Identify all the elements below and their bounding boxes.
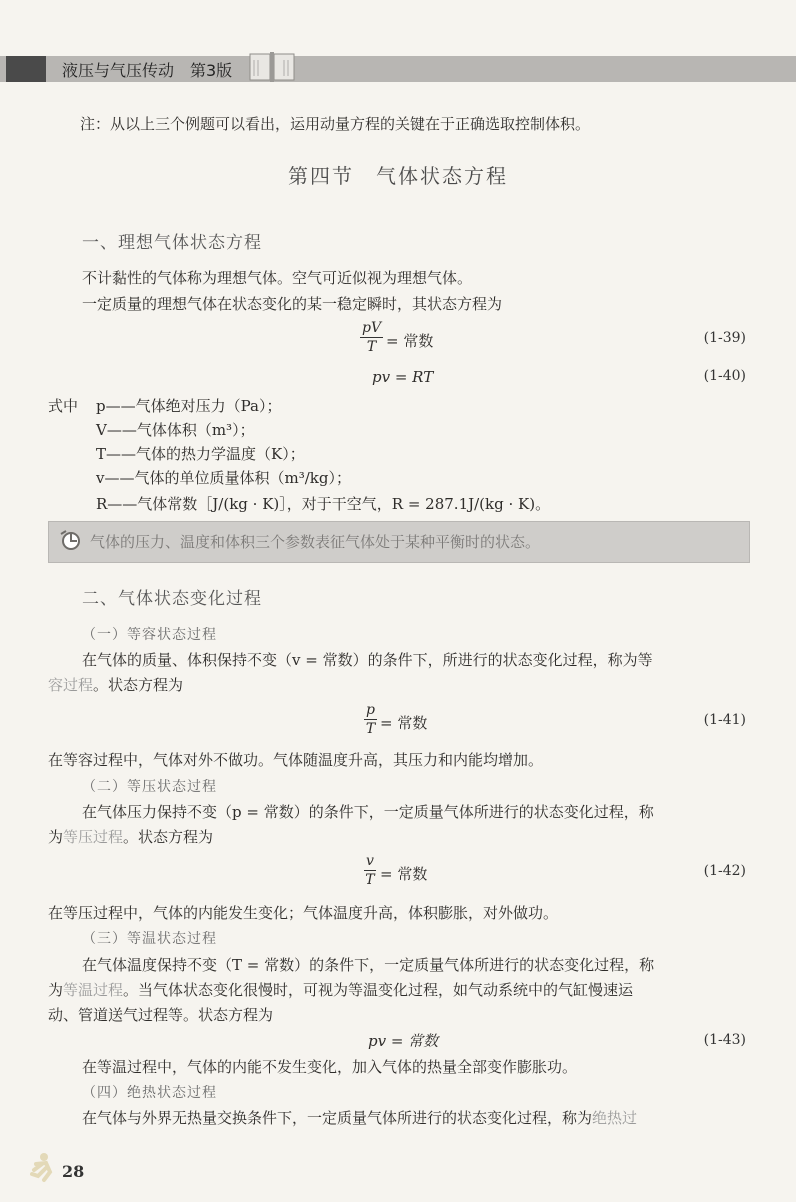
paragraph-isothermal-after: 在等温过程中，气体的内能不发生变化，加入气体的热量全部变作膨胀功。 [82,1058,578,1076]
equation-1-42-rhs: = 常数 [380,865,428,883]
equation-number-1-43: (1-43) [703,1032,746,1048]
equation-1-41-rhs: = 常数 [380,714,428,732]
paragraph-isochoric-line1: 在气体的质量、体积保持不变（v = 常数）的条件下，所进行的状态变化过程，称为等 [82,651,653,669]
definition-item: R——气体常数［J/(kg · K)］，对于干空气，R = 287.1J/(kg · K)。 [96,495,551,513]
paragraph-isothermal-line3: 动、管道送气过程等。状态方程为 [48,1006,274,1024]
equation-denominator: T [365,721,376,737]
text-fragment: 。当气体状态变化很慢时，可视为等温变化过程，如气动系统中的气缸慢速运 [123,981,634,999]
definition-item: T——气体的热力学温度（K）； [96,445,305,463]
text-fragment: 为 [48,981,64,999]
text-fragment: 。状态方程为 [123,828,214,846]
heading-ideal-gas: 一、理想气体状态方程 [82,233,262,253]
equation-number-1-41: (1-41) [703,712,746,728]
header-accent-block [6,56,46,82]
term-adiabatic: 绝热过 [592,1109,638,1127]
equation-1-39-rhs: = 常数 [386,332,434,350]
equation-1-43: pv = 常数 [368,1032,439,1050]
equation-numerator: pV [362,320,382,336]
runner-icon [24,1150,60,1186]
paragraph-adiabatic-line1 [82,1108,637,1128]
definition-item: V——气体体积（m³）； [96,421,255,439]
equation-number-1-40: (1-40) [703,368,746,384]
equation-number-1-42: (1-42) [703,863,746,879]
paragraph-isobaric-line2 [48,827,213,847]
where-label: 式中 [48,397,79,415]
equation-numerator: p [366,702,375,718]
definition-item: p——气体绝对压力（Pa）； [96,397,282,415]
equation-1-41-fraction [364,701,377,738]
subheading-isochoric: （一）等容状态过程 [82,627,217,643]
text-fragment: 为 [48,828,64,846]
equation-denominator: T [366,339,377,355]
equation-number-1-39: (1-39) [703,330,746,346]
text-fragment: 在气体与外界无热量交换条件下，一定质量气体所进行的状态变化过程，称为 [82,1109,593,1127]
equation-1-42-fraction [364,852,376,889]
subheading-isobaric: （二）等压状态过程 [82,779,217,795]
term-isochoric: 容过程 [48,676,94,694]
paragraph-isothermal-line1: 在气体温度保持不变（T = 常数）的条件下，一定质量气体所进行的状态变化过程，称 [82,956,655,974]
definition-item: v——气体的单位质量体积（m³/kg）； [96,469,351,487]
text-fragment: 。状态方程为 [93,676,184,694]
equation-1-40: pv = RT [372,368,434,386]
section-title: 第四节 气体状态方程 [288,164,508,188]
paragraph-ideal-gas-def: 不计黏性的气体称为理想气体。空气可近似视为理想气体。 [82,269,473,287]
tip-icon [58,528,84,552]
book-title: 液压与气压传动 第3版 [62,61,233,80]
intro-note: 注：从以上三个例题可以看出，运用动量方程的关键在于正确选取控制体积。 [80,115,591,133]
paragraph-isochoric-line2 [48,675,183,695]
page-number: 28 [62,1162,85,1181]
paragraph-isothermal-line2 [48,980,633,1000]
term-isothermal: 等温过程 [63,981,124,999]
heading-state-change: 二、气体状态变化过程 [82,589,262,609]
equation-denominator: T [365,872,375,888]
book-icon [248,50,296,84]
subheading-isothermal: （三）等温状态过程 [82,931,217,947]
subheading-adiabatic: （四）绝热状态过程 [82,1085,217,1101]
equation-1-39-fraction [360,319,383,356]
paragraph-isochoric-after: 在等容过程中，气体对外不做功。气体随温度升高，其压力和内能均增加。 [48,751,544,769]
equation-numerator: v [366,853,374,869]
tip-text: 气体的压力、温度和体积三个参数表征气体处于某种平衡时的状态。 [90,533,541,551]
paragraph-isobaric-line1: 在气体压力保持不变（p = 常数）的条件下，一定质量气体所进行的状态变化过程，称 [82,803,654,821]
paragraph-state-eq-intro: 一定质量的理想气体在状态变化的某一稳定瞬时，其状态方程为 [82,295,503,313]
term-isobaric: 等压过程 [63,828,124,846]
paragraph-isobaric-after: 在等压过程中，气体的内能发生变化；气体温度升高，体积膨胀，对外做功。 [48,904,559,922]
